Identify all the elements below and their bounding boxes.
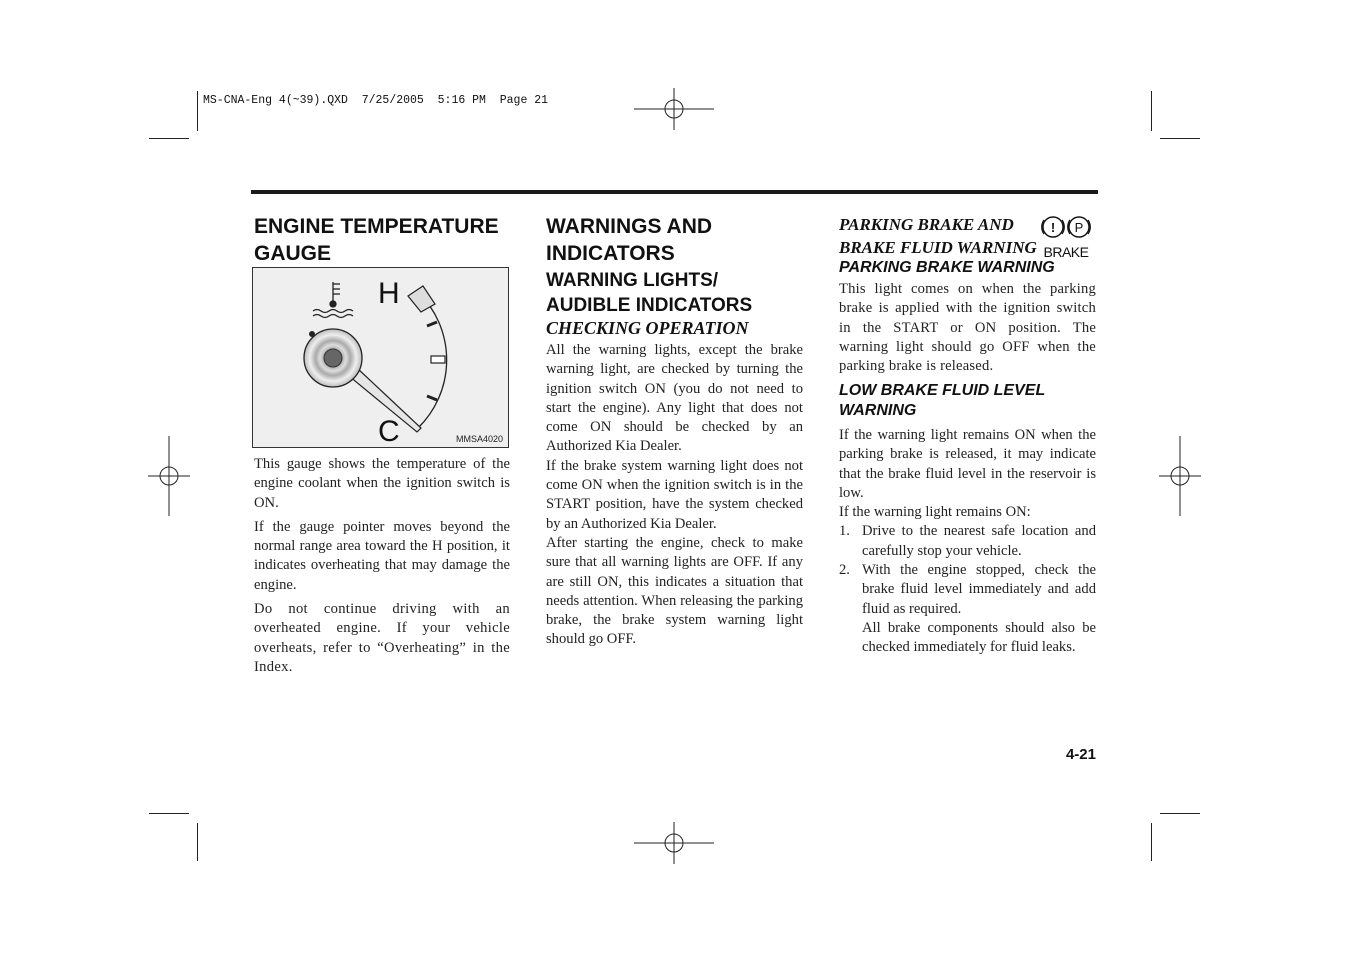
registration-mark-bottom: [634, 822, 714, 864]
list-item: [839, 561, 1096, 619]
steps-list: [839, 522, 1096, 618]
list-number: 2.: [839, 562, 850, 579]
list-number: 1.: [839, 523, 850, 540]
crop-mark: [149, 138, 189, 139]
coolant-temperature-icon: [313, 282, 353, 318]
registration-mark-top: [634, 88, 714, 130]
crop-mark: [1160, 138, 1200, 139]
paragraph: This gauge shows the temperature of the engine coolant when the ignition switch is ON.: [254, 456, 510, 511]
warnings-title: WARNINGS AND INDICATORS: [546, 215, 713, 265]
paragraph: If the warning light remains ON:: [839, 504, 1031, 521]
paragraph: If the gauge pointer moves beyond the normal range area toward the H position, it indicates overheating that may damage the engine.: [254, 518, 510, 593]
list-item: [839, 522, 1096, 561]
crop-mark: [1160, 813, 1200, 814]
paragraph: If the brake system warning light does not come ON when the ignition switch is in the START position, have the system checked by an Authorized Kia Dealer.: [546, 457, 803, 532]
page-number: 4-21: [1065, 746, 1096, 763]
exclamation-icon: !: [1050, 220, 1056, 235]
crop-mark: [197, 823, 198, 861]
gauge-hub-center: [324, 349, 342, 367]
note: All brake components should also be checked immediately for fluid leaks.: [862, 619, 1096, 656]
checking-operation-body: [546, 341, 803, 650]
title-line: BRAKE FLUID WARNING: [839, 238, 1037, 257]
paragraph: If the warning light remains ON when the parking brake is released, it may indicate that the brake fluid level in the reservoir is low.: [839, 427, 1096, 501]
warning-lights-subtitle: WARNING LIGHTS/ AUDIBLE INDICATORS: [546, 270, 753, 316]
gauge-mid-mark: [431, 356, 445, 363]
registration-mark-left: [148, 436, 190, 516]
gauge-tick: [427, 322, 437, 326]
list-text: With the engine stopped, check the brake fluid level immediately and add fluid as required.: [862, 562, 1096, 617]
brake-icon-label: BRAKE: [1043, 244, 1089, 260]
figure-code: MMSA4020: [455, 434, 503, 444]
paragraph: After starting the engine, check to make sure that all warning lights are OFF. If any are still ON, this indicates a situation that needs attention. When releasing the parking brake, the brake system warning light should go OFF.: [546, 534, 803, 648]
engine-temp-title: ENGINE TEMPERATURE GAUGE: [254, 215, 499, 265]
gauge-h-label: H: [378, 277, 400, 310]
parking-p-icon: P: [1074, 220, 1084, 235]
crop-mark: [1151, 823, 1152, 861]
crop-mark: [1151, 91, 1152, 131]
print-slug: MS-CNA-Eng 4(~39).QXD 7/25/2005 5:16 PM Page 21: [203, 94, 549, 107]
registration-mark-right: [1159, 436, 1201, 516]
list-text: Drive to the nearest safe location and carefully stop your vehicle.: [862, 523, 1096, 559]
paragraph: Do not continue driving with an overheated engine. If your vehicle overheats, refer to “Overheating” in the Index.: [254, 601, 510, 675]
temperature-gauge-figure: [252, 267, 509, 448]
title-line: PARKING BRAKE AND: [839, 215, 1014, 234]
gauge-tick: [427, 396, 437, 400]
crop-mark: [149, 813, 189, 814]
engine-temp-body: [254, 455, 510, 682]
header-rule: [251, 190, 1098, 194]
parking-brake-warning-body: This light comes on when the parking brake is applied with the ignition switch in the START or ON position. The warning light should go OFF when the parking brake is released.: [839, 281, 1096, 375]
low-brake-fluid-heading: LOW BRAKE FLUID LEVEL WARNING: [839, 382, 1045, 419]
crop-mark: [197, 91, 198, 131]
checking-operation-heading: CHECKING OPERATION: [546, 318, 749, 338]
temperature-gauge-illustration: [253, 268, 508, 447]
brake-symbols-icon: [1040, 215, 1092, 239]
paragraph: All the warning lights, except the brake warning light, are checked by turning the ignition switch ON (you do not need to start the engine). Any light that does not come ON should be checked by an Authorized Kia Dealer.: [546, 342, 803, 455]
gauge-c-label: C: [378, 415, 400, 447]
brake-warning-icon: [1040, 215, 1092, 260]
parking-brake-warning-heading: PARKING BRAKE WARNING: [839, 259, 1055, 276]
low-brake-fluid-body: [839, 426, 1096, 658]
